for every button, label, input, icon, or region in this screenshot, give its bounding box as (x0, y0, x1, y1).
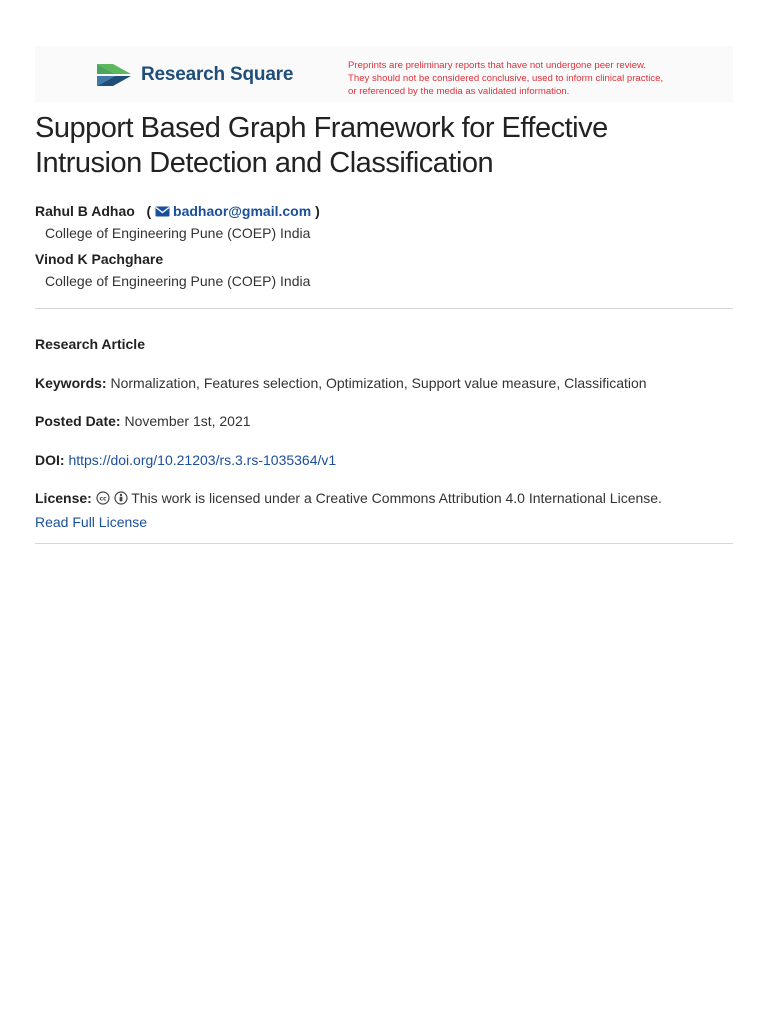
posted-date-value: November 1st, 2021 (124, 413, 251, 429)
preprint-disclaimer (348, 59, 728, 98)
author-affiliation: College of Engineering Pune (COEP) India (45, 273, 311, 289)
svg-text:cc: cc (99, 495, 107, 503)
read-license-row (35, 514, 147, 530)
disclaimer-line: or referenced by the media as validated information. (348, 86, 570, 97)
header-banner (35, 46, 733, 102)
author-name[interactable]: Rahul B Adhao (35, 203, 135, 219)
logo-text: Research Square (141, 64, 294, 85)
article-type (35, 336, 145, 352)
creative-commons-icon (96, 491, 110, 505)
posted-date-row (35, 413, 251, 429)
email-open-paren: ( (146, 203, 152, 219)
disclaimer-line: Preprints are preliminary reports that have not undergone peer review. (348, 60, 647, 71)
doi-label: DOI: (35, 452, 65, 468)
article-type-label: Research Article (35, 336, 145, 352)
attribution-icon (114, 491, 128, 505)
author-email-wrap (146, 203, 319, 219)
author-name[interactable]: Vinod K Pachghare (35, 251, 164, 267)
keywords-label: Keywords: (35, 375, 107, 391)
author-affiliation: College of Engineering Pune (COEP) India (45, 225, 311, 241)
posted-date-label: Posted Date: (35, 413, 121, 429)
doi-link[interactable]: https://doi.org/10.21203/rs.3.rs-1035364/v1 (68, 452, 337, 468)
keywords-value: Normalization, Features selection, Optimization, Support value measure, Classification (110, 375, 647, 391)
disclaimer-line: They should not be considered conclusive, used to inform clinical practice, (348, 73, 664, 84)
title-line: Intrusion Detection and Classification (35, 147, 494, 179)
research-square-logo[interactable] (95, 58, 293, 92)
article-title (35, 111, 733, 181)
email-close-paren: ) (315, 203, 320, 219)
research-square-logo-icon (95, 60, 133, 90)
keywords-row (35, 375, 647, 391)
author-email-link[interactable] (155, 203, 311, 219)
author-row (35, 251, 163, 267)
read-full-license-link[interactable]: Read Full License (35, 514, 148, 530)
divider (35, 543, 733, 544)
license-row (35, 490, 662, 506)
author-row (35, 203, 320, 219)
license-text: This work is licensed under a Creative Commons Attribution 4.0 International License. (131, 490, 662, 506)
license-label: License: (35, 490, 92, 506)
author-email: badhaor@gmail.com (173, 203, 312, 219)
divider (35, 308, 733, 309)
title-line: Support Based Graph Framework for Effective (35, 112, 608, 144)
doi-row (35, 452, 336, 468)
envelope-icon (155, 206, 170, 217)
